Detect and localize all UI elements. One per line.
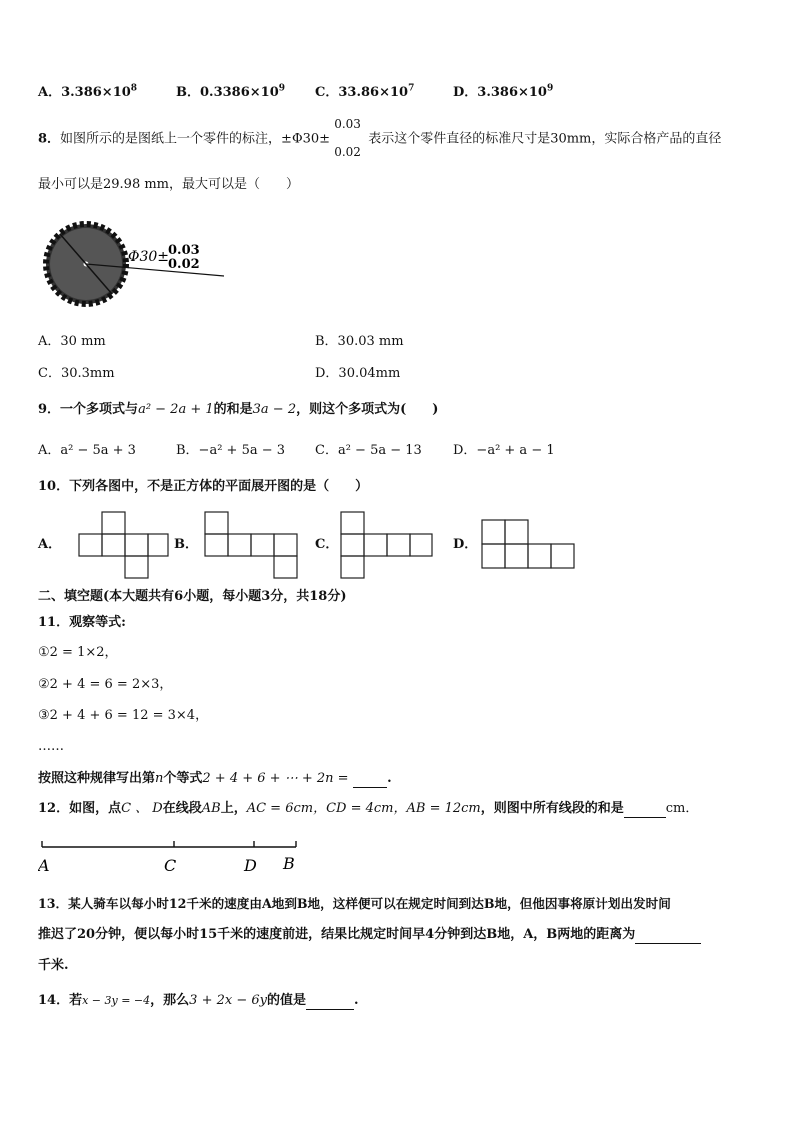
q9-option-d: D．−a² + a − 1 <box>453 443 555 458</box>
q10-label-d: D． <box>453 537 478 552</box>
q11-ask: 按照这种规律写出第n个等式2 + 4 + 6 + ⋯ + 2n = . <box>38 771 392 786</box>
q8-option-c: C．30.3mm <box>38 366 115 381</box>
q11-question: 11．观察等式: <box>38 615 126 630</box>
q12-answer-blank <box>624 803 666 818</box>
q8-question: 8．如图所示的是图纸上一个零件的标注，±Φ30± 0.03 0.02 表示这个零件直径的标准尺寸是30mm，实际合格产品的直径 <box>38 117 722 159</box>
point-label-a: A <box>38 856 50 875</box>
q12-question: 12．如图，点C 、 D在线段AB上，AC = 6cm，CD = 4cm，AB = 12cm，则图中所有线段的和是 cm． <box>38 801 699 816</box>
q9-question: 9．一个多项式与a² − 2a + 1的和是3a − 2，则这个多项式为( ) <box>38 402 439 417</box>
q14-answer-blank <box>306 995 354 1010</box>
q7-option-d: D．$3.386\times 10^9$ <box>453 83 554 100</box>
q11-equation-3: ③2 + 4 + 6 = 12 = 3×4， <box>38 708 209 723</box>
q10-label-c: C． <box>315 537 339 552</box>
line-segment-figure <box>38 835 308 877</box>
net-figure-b <box>204 511 300 581</box>
tolerance-fraction: 0.03 0.02 <box>334 117 361 159</box>
q10-label-a: A． <box>38 537 62 552</box>
figure-tol-bottom: 0.02 <box>168 257 200 272</box>
q9-option-a: A．a² − 5a + 3 <box>38 443 136 458</box>
net-figure-c <box>340 511 434 581</box>
q8-option-d: D．30.04mm <box>315 366 401 381</box>
figure-tol-top: 0.03 <box>168 243 200 258</box>
q7-option-c: C．$33.86\times 10^7$ <box>315 83 415 100</box>
q11-equation-2: ②2 + 4 = 6 = 2×3， <box>38 677 173 692</box>
q13-answer-blank <box>635 929 701 944</box>
q9-option-b: B．−a² + 5a − 3 <box>176 443 286 458</box>
q10-label-b: B． <box>174 537 198 552</box>
net-figure-a <box>78 511 170 581</box>
q9-option-c: C．a² − 5a − 13 <box>315 443 422 458</box>
point-label-b: B <box>283 854 295 873</box>
point-label-d: D <box>244 856 257 875</box>
q14-question: 14．若x − 3y = −4，那么3 + 2x − 6y的值是 . <box>38 993 359 1008</box>
q11-answer-blank <box>353 773 387 788</box>
q7-option-b: B．$0.3386\times 10^9$ <box>176 83 286 100</box>
q13-question-line1: 13．某人骑车以每小时12千米的速度由A地到B地，这样便可以在规定时间到达B地，但他因事将原计划出发时间 <box>38 896 671 911</box>
q8-option-b: B．30.03 mm <box>315 334 404 349</box>
point-label-c: C <box>164 856 177 875</box>
q8-question-line2: 最小可以是29.98 mm，最大可以是（ ） <box>38 177 300 192</box>
section-title: 二、填空题(本大题共有6小题，每小题3分，共18分) <box>38 589 347 604</box>
q13-question-line3: 千米. <box>38 958 69 973</box>
figure-diameter-label: Φ30± <box>128 249 170 265</box>
q13-question-line2: 推迟了20分钟，便以每小时15千米的速度前进，结果比规定时间早4分钟到达B地，A，B两地的距离为 <box>38 926 701 944</box>
q10-question: 10．下列各图中，不是正方体的平面展开图的是（ ） <box>38 479 369 494</box>
q11-ellipsis: …… <box>38 739 64 754</box>
net-figure-d <box>481 519 577 571</box>
q8-option-a: A．30 mm <box>38 334 106 349</box>
q11-equation-1: ①2 = 1×2， <box>38 645 118 660</box>
q7-option-a: A．$3.386\times 10^8$ <box>38 83 138 100</box>
gear-figure <box>40 212 240 312</box>
